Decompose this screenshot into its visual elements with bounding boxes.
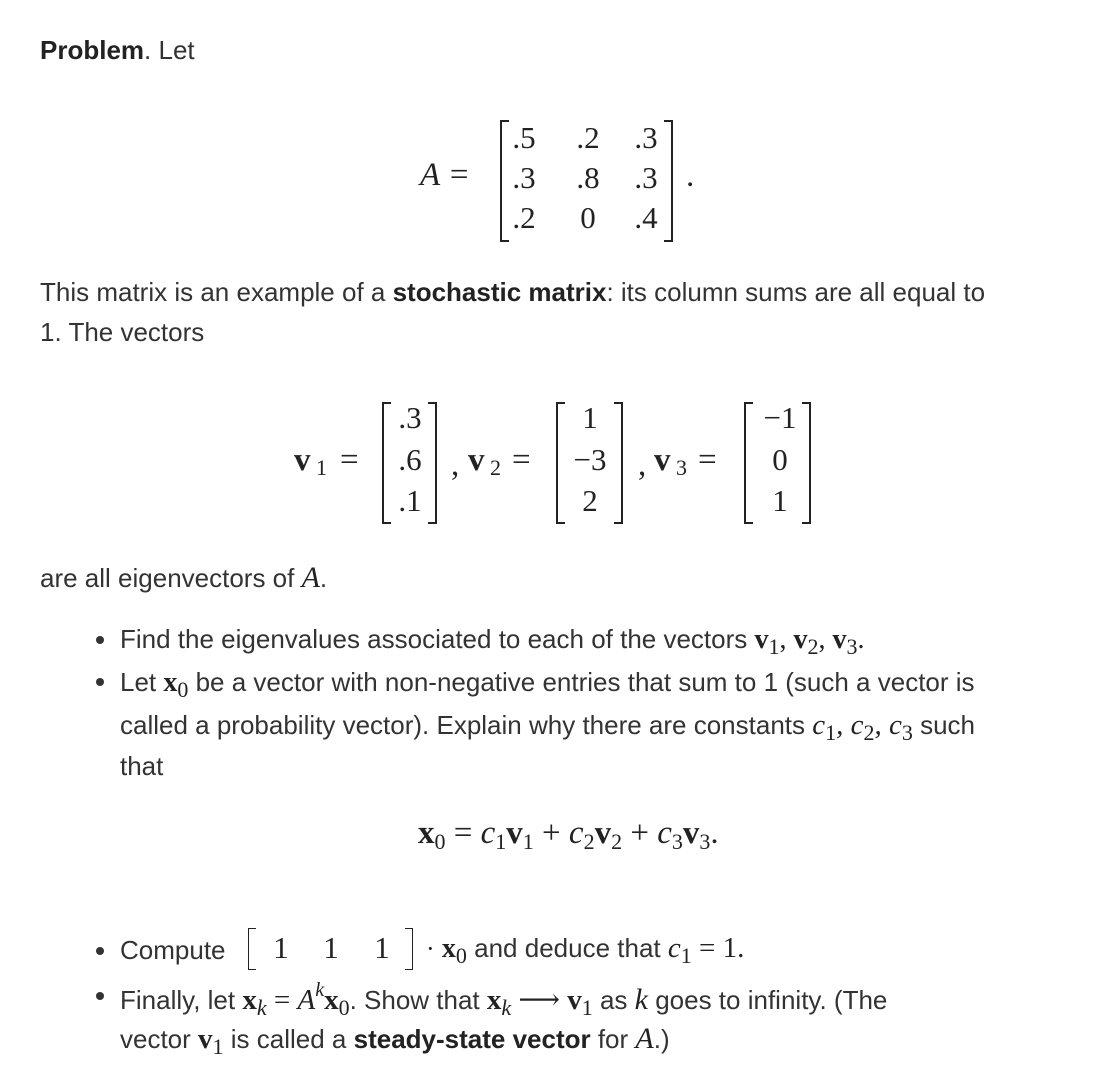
row-entry-3: 1: [374, 930, 390, 965]
v1-entry-3: .1: [398, 483, 422, 518]
v3-label: v: [654, 442, 671, 478]
a-11: .5: [512, 120, 536, 155]
a-23: .3: [634, 160, 658, 195]
bullet-find-eigenvalues: Find the eigenvalues associated to each of the vectors $v_1$, $v_2$, $v_3$.: [120, 624, 865, 659]
v1-entry-1: .3: [398, 400, 422, 435]
paragraph-eigenvectors: are all eigenvectors of A.: [40, 561, 328, 594]
v1-entry-2: .6: [398, 442, 422, 477]
matrix-a-lhs: A =: [420, 157, 471, 193]
a-22: .8: [576, 160, 600, 195]
v2-label: v: [468, 442, 485, 478]
v2-entry-3: 2: [582, 483, 598, 518]
v3-entry-3: 1: [772, 483, 788, 518]
bullet-2-dot: [96, 678, 104, 686]
bullet-compute-rest: · $x_0$ and deduce that $c_1 = 1$.: [426, 932, 745, 968]
bullet-probability-vector-line2: called a probability vector). Explain why there are constants $c_1$, $c_2$, $c_3$ such: [120, 709, 976, 745]
row-entry-2: 1: [323, 930, 339, 965]
bullet-4-dot: [96, 992, 104, 1000]
v3-entry-2: 0: [772, 442, 788, 477]
bullet-probability-vector-line3: that: [120, 751, 164, 781]
bullet-steady-state-line2: vector $v_1$ is called a steady-state vector for A.): [120, 1022, 670, 1059]
v2-entry-2: −3: [573, 442, 607, 477]
display-equation: $x_0 = c_1v_1 + c_2v_2 + c_3v_3$.: [418, 815, 719, 854]
problem-heading: Problem. Let: [40, 35, 195, 65]
bullet-1-dot: [96, 636, 104, 644]
bullet-3-dot: [96, 947, 104, 955]
v2-entry-1: 1: [582, 400, 598, 435]
a-12: .2: [576, 120, 600, 155]
a-21: .3: [512, 160, 536, 195]
bullet-steady-state: Finally, let $x_k = A^kx_0$. Show that $x_k$ ⟶ $v_1$ as k goes to infinity. (The: [120, 979, 888, 1020]
paragraph-stochastic-line2: 1. The vectors: [40, 317, 205, 347]
a-33: .4: [634, 200, 658, 235]
a-32: 0: [580, 200, 596, 235]
bullet-probability-vector: Let $x_0$ be a vector with non-negative entries that sum to 1 (such a vector is: [120, 667, 975, 702]
bullet-compute: Compute: [120, 935, 226, 965]
paragraph-stochastic: This matrix is an example of a stochastic matrix: its column sums are all equal to: [40, 277, 986, 307]
v3-entry-1: −1: [763, 400, 797, 435]
a-13: .3: [634, 120, 658, 155]
v1-label: v: [294, 442, 311, 478]
row-entry-1: 1: [273, 930, 289, 965]
a-31: .2: [512, 200, 536, 235]
